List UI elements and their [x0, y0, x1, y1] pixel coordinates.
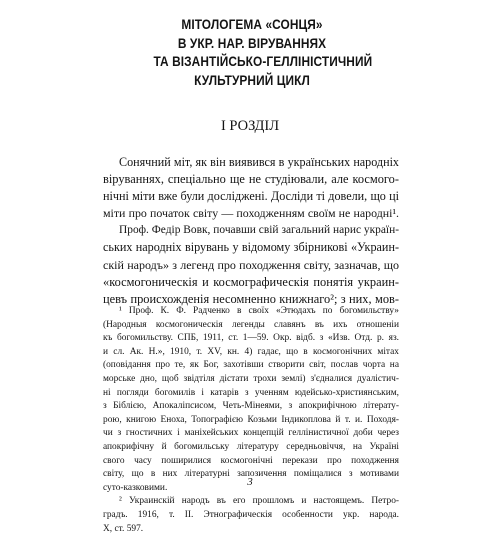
- footnote-line: ¹ Проф. К. Ф. Радченко в своїх «Этюдахъ по богомильству»: [103, 305, 399, 319]
- footnotes: [103, 305, 399, 536]
- body-line: скій народъ» з легенд про походження світу, зазначав, що: [103, 257, 399, 274]
- footnote-line: морське дно, щоб звідтіля дістати трохи землі) з'єдналися дуалістич-: [103, 373, 399, 387]
- body-line: міти про початок світу — походженням своїм не народні¹.: [103, 205, 399, 222]
- footnote-line: світу, що в них літературні запозичення поміщалися з мотивами: [103, 468, 399, 482]
- heading-line: КУЛЬТУРНИЙ ЦИКЛ: [153, 72, 350, 91]
- footnote-line: градъ. 1916, т. II. Этнографическія особенности укр. народа.: [103, 509, 399, 523]
- footnote-line: (оповідання про те, як Бог, захотівши створити світ, послав чорта на: [103, 359, 399, 373]
- heading-line: В УКР. НАР. ВІРУВАННЯХ: [153, 35, 350, 54]
- body-line: ських народніх вірувань у відомому збірникові «Украин-: [103, 239, 399, 256]
- footnote-line: (Народныя космогоническія легенды славянъ въ ихъ отношеніи: [103, 319, 399, 333]
- section-title: І РОЗДІЛ: [100, 117, 400, 135]
- footnote-line: суто-казковими.: [103, 482, 399, 496]
- footnote-line: свого часу поширилися космогонічні перекази про походження: [103, 455, 399, 469]
- footnote-line: къ богомильству. СПБ, 1911, ст. 1—59. Окр. відб. з «Изв. Отд. р. яз.: [103, 332, 399, 346]
- body-line: Проф. Федір Вовк, почавши свій загальний нарис україн-: [103, 222, 399, 239]
- chapter-heading: [153, 16, 350, 90]
- body-line: віруваннях, спеціально ще не студіювали, але космого-: [103, 171, 399, 188]
- footnote-line: з Біблією, Апокаліпсисом, Четь-Мінеями, з апокрифічною літерату-: [103, 400, 399, 414]
- page-number: 3: [230, 476, 270, 488]
- footnote-line: рою, книгою Еноха, Топографією Козьми Індикоплова й т. и. Походя-: [103, 414, 399, 428]
- footnote-line: и сл. Ак. Н.», 1910, т. XV, кн. 4) гадає, що в космогонічних мітах: [103, 346, 399, 360]
- footnote-line: апокрифічну й богомильську літературу середньовіччя, на Україні: [103, 441, 399, 455]
- body-text: [103, 154, 399, 308]
- heading-line: ТА ВІЗАНТІЙСЬКО-ГЕЛЛІНІСТИЧНИЙ: [153, 53, 350, 72]
- footnote-line: ² Украинскій народъ въ его прошломъ и настоящемъ. Петро-: [103, 495, 399, 509]
- body-line: цевъ происхожденія несомненно книжнаго²; з них, мов-: [103, 291, 399, 308]
- footnote-line: ні погляди богомилів і катарів з ученням юдейсько-християнським,: [103, 387, 399, 401]
- footnote-line: чи з гностичних і маніхейських концепцій геллінистичної доби через: [103, 427, 399, 441]
- footnote-line: X, ст. 597.: [103, 523, 399, 536]
- body-line: «космогоническія и космографическія понятія украин-: [103, 274, 399, 291]
- body-line: нічні міти вже були досліджені. Досліди ті довели, що ці: [103, 188, 399, 205]
- heading-line: МІТОЛОГЕМА «СОНЦЯ»: [153, 16, 350, 35]
- body-line: Сонячний міт, як він виявився в українських народніх: [103, 154, 399, 171]
